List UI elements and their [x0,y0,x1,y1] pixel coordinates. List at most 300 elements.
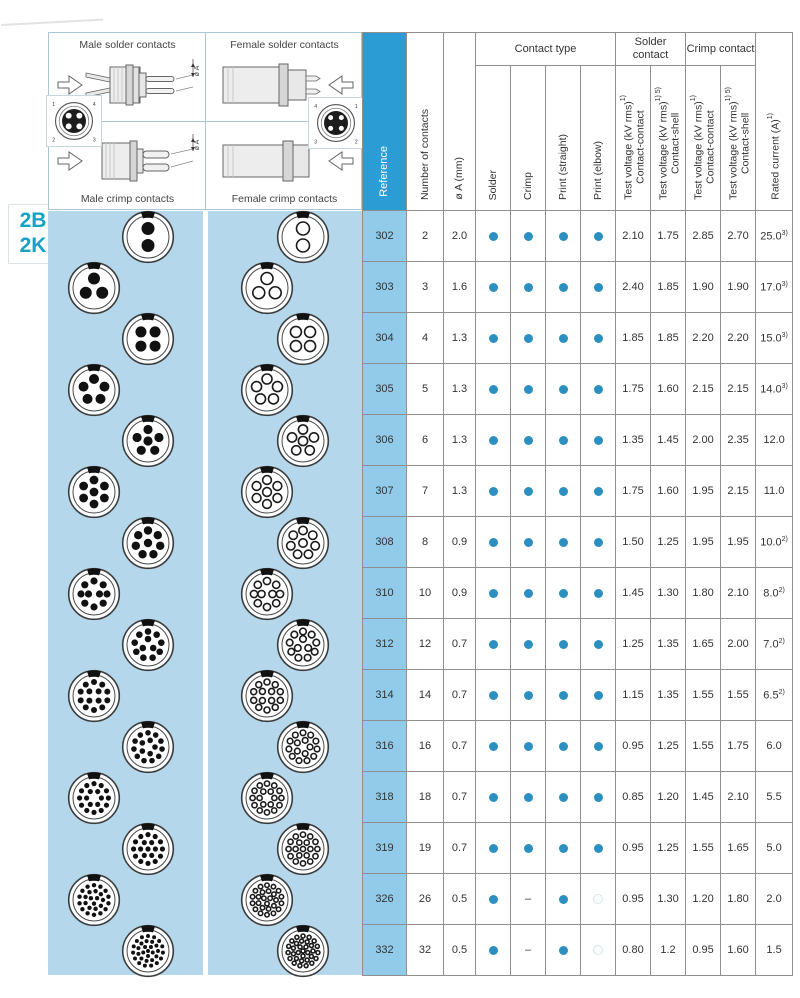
contact-number: 4 [314,104,318,111]
availability-dot-icon [489,538,498,547]
test-voltage-cell: 1.85 [616,313,651,364]
test-voltage-cell: 1.45 [686,772,721,823]
group-header-contact-type: Contact type [476,33,616,66]
test-voltage-cell: 1.80 [686,568,721,619]
test-voltage-cell: 0.95 [616,874,651,925]
availability-cell [581,211,616,262]
availability-dot-icon [559,487,568,496]
male-face-view-icon [48,97,100,145]
col-header-diameter: ø A (mm) [444,33,476,211]
series-label-2k: 2K [19,233,47,257]
availability-cell [511,415,546,466]
col-header-test-voltage-crimp-cs: Test voltage (kV rms)$^{1) 5)}$ Contact-shell [721,66,756,211]
rated-current-cell: 6.0 [756,721,793,772]
availability-cell [581,925,616,976]
availability-cell [511,313,546,364]
availability-cell [546,364,581,415]
contact-number: 1 [52,102,56,109]
table-row [363,772,793,823]
availability-cell [581,568,616,619]
female-contact-face-310 [240,567,294,621]
availability-dot-icon [559,283,568,292]
female-contact-face-318 [240,771,294,825]
test-voltage-cell: 1.95 [686,466,721,517]
diameter-cell: 0.7 [444,721,476,772]
availability-dot-icon [594,436,603,445]
table-row [363,415,793,466]
contact-number: 2 [354,139,358,146]
diameter-cell: 1.3 [444,466,476,517]
availability-cell [546,211,581,262]
rated-current-cell: 14.0$^{3)}$ [756,364,793,415]
rated-current-cell: 7.0$^{2)}$ [756,619,793,670]
female-contact-face-314 [240,669,294,723]
availability-cell [511,364,546,415]
contact-number: 4 [92,102,96,109]
availability-cell [476,874,511,925]
availability-cell [546,670,581,721]
reference-cell: 308 [363,517,407,568]
diameter-cell: 0.7 [444,772,476,823]
test-voltage-cell: 1.95 [686,517,721,568]
test-voltage-cell: 1.25 [651,823,686,874]
availability-dot-icon [594,691,603,700]
availability-cell [581,262,616,313]
test-voltage-cell: 1.20 [651,772,686,823]
availability-dot-icon [559,946,568,955]
availability-cell [581,313,616,364]
availability-dot-icon [524,793,533,802]
test-voltage-cell: 1.35 [651,670,686,721]
rated-current-cell: 10.0$^{2)}$ [756,517,793,568]
availability-dot-icon [594,640,603,649]
col-header-number-of-contacts: Number of contacts [407,33,444,211]
test-voltage-cell: 1.60 [651,364,686,415]
availability-dot-icon [524,385,533,394]
availability-dot-icon [559,691,568,700]
test-voltage-cell: 0.95 [616,823,651,874]
availability-circle-icon [593,894,603,904]
test-voltage-cell: 2.00 [721,619,756,670]
test-voltage-cell: 1.35 [616,415,651,466]
contacts-cell: 8 [407,517,444,568]
availability-dot-icon [524,589,533,598]
reference-cell: 304 [363,313,407,364]
rated-current-cell: 5.0 [756,823,793,874]
test-voltage-cell: 1.25 [616,619,651,670]
male-contact-face-302 [121,210,175,264]
availability-circle-icon [593,945,603,955]
availability-cell [476,823,511,874]
male-contact-face-326 [67,873,121,927]
test-voltage-cell: 2.40 [616,262,651,313]
availability-cell [581,415,616,466]
reference-cell: 310 [363,568,407,619]
male-contact-face-308 [121,516,175,570]
test-voltage-cell: 1.75 [721,721,756,772]
availability-cell [476,262,511,313]
test-voltage-cell: 2.20 [686,313,721,364]
availability-dot-icon [524,640,533,649]
availability-dot-icon [594,538,603,547]
rated-current-cell: 17.0$^{3)}$ [756,262,793,313]
availability-dot-icon [594,334,603,343]
availability-dot-icon [524,538,533,547]
availability-cell [511,517,546,568]
reference-cell: 306 [363,415,407,466]
test-voltage-cell: 1.85 [651,262,686,313]
diameter-cell: 0.9 [444,568,476,619]
table-row [363,874,793,925]
diameter-cell: 0.7 [444,823,476,874]
availability-dot-icon [594,742,603,751]
availability-cell [581,466,616,517]
table-row [363,211,793,262]
table-row [363,466,793,517]
reference-cell: 314 [363,670,407,721]
connector-legend-panel [48,32,362,210]
contacts-cell: 12 [407,619,444,670]
test-voltage-cell: 1.30 [651,874,686,925]
availability-dot-icon [489,946,498,955]
contact-number: 3 [314,139,318,146]
availability-dot-icon [489,232,498,241]
test-voltage-cell: 1.75 [616,364,651,415]
panel-divider [203,211,208,975]
contact-number: 1 [354,104,358,111]
reference-cell: 312 [363,619,407,670]
table-row [363,823,793,874]
rated-current-cell: 11.0 [756,466,793,517]
male-contact-face-332 [121,924,175,978]
male-crimp-label: Male crimp contacts [80,193,175,205]
availability-cell [546,772,581,823]
availability-dot-icon [524,742,533,751]
contact-faces-panel [48,211,362,975]
col-header-crimp: Crimp [511,66,546,211]
rated-current-cell: 2.0 [756,874,793,925]
table-row [363,670,793,721]
reference-cell: 332 [363,925,407,976]
male-contact-face-307 [67,465,121,519]
test-voltage-cell: 1.25 [651,721,686,772]
female-face-view-icon [310,99,362,147]
test-voltage-cell: 2.00 [686,415,721,466]
female-contact-face-332 [276,924,330,978]
reference-cell: 305 [363,364,407,415]
test-voltage-cell: 2.15 [721,466,756,517]
availability-cell [546,517,581,568]
test-voltage-cell: 1.75 [616,466,651,517]
availability-dot-icon [594,844,603,853]
rated-current-cell: 15.0$^{3)}$ [756,313,793,364]
female-contact-face-306 [276,414,330,468]
contacts-cell: 16 [407,721,444,772]
table-row [363,364,793,415]
availability-cell [546,415,581,466]
availability-dot-icon [489,691,498,700]
availability-dot-icon [559,793,568,802]
male-face-view-box [46,95,102,147]
availability-dot-icon [559,385,568,394]
availability-dot-icon [489,385,498,394]
availability-cell [511,670,546,721]
availability-dot-icon [489,283,498,292]
test-voltage-cell: 1.55 [686,721,721,772]
diameter-cell: 0.7 [444,619,476,670]
dim-label-a: ø A [194,139,201,151]
test-voltage-cell: 1.90 [686,262,721,313]
male-contact-face-303 [67,261,121,315]
col-header-rated-current: Rated current $(A)^{1)}$ [756,33,793,211]
female-contact-face-302 [276,210,330,264]
female-contact-face-307 [240,465,294,519]
availability-cell [581,364,616,415]
test-voltage-cell: 2.10 [616,211,651,262]
col-header-solder: Solder [476,66,511,211]
female-contact-face-316 [276,720,330,774]
table-row [363,517,793,568]
contacts-cell: 18 [407,772,444,823]
contacts-cell: 7 [407,466,444,517]
col-header-print-straight: Print (straight) [546,66,581,211]
test-voltage-cell: 1.80 [721,874,756,925]
availability-cell [546,721,581,772]
availability-dot-icon [524,283,533,292]
availability-cell [476,619,511,670]
availability-cell [546,874,581,925]
diameter-cell: 0.7 [444,670,476,721]
availability-cell [581,721,616,772]
diameter-cell: 0.5 [444,925,476,976]
test-voltage-cell: 2.15 [721,364,756,415]
availability-dot-icon [594,283,603,292]
availability-dot-icon [524,691,533,700]
contacts-cell: 5 [407,364,444,415]
diameter-cell: 1.3 [444,415,476,466]
female-contact-face-303 [240,261,294,315]
male-contact-face-305 [67,363,121,417]
contact-number: 2 [52,137,56,144]
female-contact-face-308 [276,516,330,570]
male-contact-face-306 [121,414,175,468]
availability-cell [476,772,511,823]
female-contact-face-304 [276,312,330,366]
availability-dot-icon [489,589,498,598]
availability-dot-icon [489,895,498,904]
contacts-cell: 26 [407,874,444,925]
availability-dot-icon [594,793,603,802]
availability-dot-icon [594,385,603,394]
availability-cell [476,466,511,517]
availability-dot-icon [489,793,498,802]
availability-dot-icon [524,487,533,496]
test-voltage-cell: 1.35 [651,619,686,670]
test-voltage-cell: 1.30 [651,568,686,619]
diameter-cell: 0.5 [444,874,476,925]
diameter-cell: 1.6 [444,262,476,313]
group-header-crimp-contact: Crimp contact [686,33,756,66]
availability-cell [476,670,511,721]
test-voltage-cell: 0.95 [686,925,721,976]
test-voltage-cell: 1.15 [616,670,651,721]
diameter-cell: 1.3 [444,364,476,415]
availability-dot-icon [559,895,568,904]
availability-dot-icon [489,742,498,751]
male-contact-face-316 [121,720,175,774]
female-contact-face-312 [276,618,330,672]
availability-cell [511,568,546,619]
test-voltage-cell: 1.20 [686,874,721,925]
reference-cell: 326 [363,874,407,925]
reference-cell: 318 [363,772,407,823]
contacts-cell: 2 [407,211,444,262]
availability-cell [546,466,581,517]
test-voltage-cell: 1.75 [651,211,686,262]
availability-dot-icon [524,844,533,853]
test-voltage-cell: 2.15 [686,364,721,415]
rated-current-cell: 25.0$^{3)}$ [756,211,793,262]
availability-dot-icon [594,232,603,241]
dim-label-a: ø A [194,65,201,77]
availability-cell [546,262,581,313]
rated-current-cell: 5.5 [756,772,793,823]
test-voltage-cell: 1.55 [686,670,721,721]
table-row [363,568,793,619]
test-voltage-cell: 2.20 [721,313,756,364]
reference-cell: 302 [363,211,407,262]
availability-cell [476,568,511,619]
male-solder-label: Male solder contacts [79,39,176,51]
test-voltage-cell: 1.95 [721,517,756,568]
male-contact-face-304 [121,312,175,366]
test-voltage-cell: 2.10 [721,568,756,619]
male-contact-face-314 [67,669,121,723]
series-label-2b: 2B [19,209,47,232]
test-voltage-cell: 2.85 [686,211,721,262]
availability-cell [581,517,616,568]
availability-cell [511,211,546,262]
availability-cell [476,313,511,364]
availability-dot-icon [594,487,603,496]
test-voltage-cell: 1.55 [721,670,756,721]
test-voltage-cell: 2.35 [721,415,756,466]
availability-cell [511,772,546,823]
test-voltage-cell: 0.95 [616,721,651,772]
test-voltage-cell: 1.90 [721,262,756,313]
availability-cell [511,823,546,874]
female-contact-face-305 [240,363,294,417]
availability-cell [581,670,616,721]
contacts-cell: 19 [407,823,444,874]
availability-dot-icon [559,334,568,343]
table-row [363,619,793,670]
test-voltage-cell: 0.80 [616,925,651,976]
availability-dot-icon [559,232,568,241]
availability-cell [511,262,546,313]
availability-cell [476,364,511,415]
male-contact-face-310 [67,567,121,621]
rated-current-cell: 1.5 [756,925,793,976]
availability-dot-icon [559,538,568,547]
availability-dot-icon [559,844,568,853]
availability-cell [476,211,511,262]
availability-cell [476,415,511,466]
availability-cell [546,925,581,976]
availability-cell [546,619,581,670]
availability-dot-icon [594,589,603,598]
male-contact-face-319 [121,822,175,876]
male-contact-face-312 [121,618,175,672]
test-voltage-cell: 1.55 [686,823,721,874]
test-voltage-cell: 1.45 [651,415,686,466]
contact-number: 3 [92,137,96,144]
diameter-cell: 2.0 [444,211,476,262]
availability-cell [476,925,511,976]
female-solder-label: Female solder contacts [230,39,339,51]
female-face-view-box [308,97,364,149]
contacts-cell: 3 [407,262,444,313]
test-voltage-cell: 1.85 [651,313,686,364]
availability-dot-icon [489,844,498,853]
availability-cell [581,823,616,874]
availability-dash: – [511,874,546,925]
availability-cell [511,619,546,670]
availability-dot-icon [524,334,533,343]
diameter-cell: 1.3 [444,313,476,364]
test-voltage-cell: 1.65 [721,823,756,874]
availability-dot-icon [559,589,568,598]
col-header-test-voltage-solder-cs: Test voltage (kV rms)$^{1) 5)}$ Contact-shell [651,66,686,211]
contacts-cell: 32 [407,925,444,976]
reference-cell: 316 [363,721,407,772]
test-voltage-cell: 1.60 [651,466,686,517]
availability-dot-icon [559,742,568,751]
test-voltage-cell: 1.25 [651,517,686,568]
availability-dot-icon [559,436,568,445]
reference-cell: 303 [363,262,407,313]
contacts-cell: 14 [407,670,444,721]
availability-dot-icon [489,487,498,496]
test-voltage-cell: 1.2 [651,925,686,976]
availability-cell [511,721,546,772]
test-voltage-cell: 1.65 [686,619,721,670]
availability-cell [546,823,581,874]
rated-current-cell: 8.0$^{2)}$ [756,568,793,619]
availability-dot-icon [559,640,568,649]
test-voltage-cell: 1.50 [616,517,651,568]
reference-cell: 307 [363,466,407,517]
group-header-solder-contact: Solder contact [616,33,686,66]
rated-current-cell: 12.0 [756,415,793,466]
availability-dot-icon [489,436,498,445]
diameter-cell: 0.9 [444,517,476,568]
page-corner-tab [0,0,103,26]
contacts-cell: 6 [407,415,444,466]
table-row [363,313,793,364]
male-contact-face-318 [67,771,121,825]
test-voltage-cell: 1.60 [721,925,756,976]
female-contact-face-326 [240,873,294,927]
test-voltage-cell: 2.10 [721,772,756,823]
contacts-cell: 10 [407,568,444,619]
rated-current-cell: 6.5$^{2)}$ [756,670,793,721]
test-voltage-cell: 1.45 [616,568,651,619]
availability-dot-icon [524,436,533,445]
availability-cell [546,313,581,364]
col-header-test-voltage-solder-cc: Test voltage (kV rms)$^{1)}$ Contact-contact [616,66,651,211]
availability-cell [546,568,581,619]
